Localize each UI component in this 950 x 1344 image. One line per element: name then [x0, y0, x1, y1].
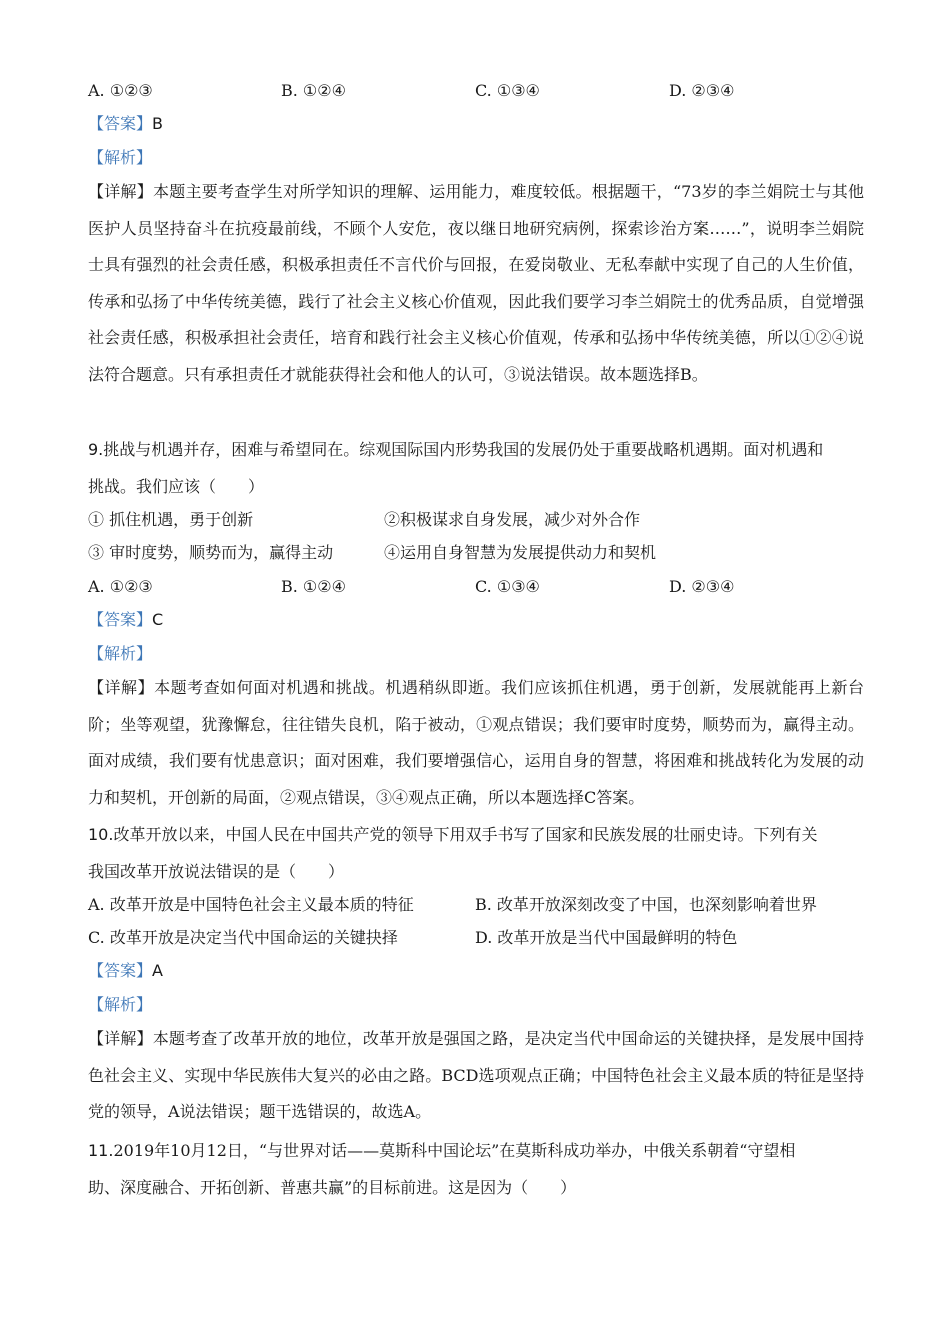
analysis-label: 【解析】: [88, 995, 153, 1014]
q10-option-c: C. 改革开放是决定当代中国命运的关键抉择: [88, 928, 398, 947]
q8-answer: [88, 112, 868, 136]
detail-text: 本题主要考查学生对所学知识的理解、运用能力，难度较低。根据题干，“73岁的李兰娟院士与其他医护人员坚持奋斗在抗疫最前线，不顾个人安危，夜以继日地研究病例，探索诊治方案……”，说明李兰娟院士具有强烈的社会责任感，积极承担责任不言代价与回报，在爱岗敬业、无私奉献中实现了自己的人生价值，传承和弘扬了中华传统美德，践行了社会主义核心价值观，因此我们要学习李兰娟院士的优秀品质，自觉增强社会责任感，积极承担社会责任，培育和践行社会主义核心价值观，传承和弘扬中华传统美德，所以①②④说法符合题意。只有承担责任才就能获得社会和他人的认可，③说法错误。故本题选择B。: [88, 182, 864, 384]
q9-option-c: C. ①③④: [475, 577, 540, 596]
q9-statement-1: ① 抓住机遇，勇于创新: [88, 510, 254, 529]
answer-value: B: [152, 114, 163, 133]
q9-statement-4: ④运用自身智慧为发展提供动力和契机: [384, 543, 657, 562]
answer-label: 【答案】: [88, 114, 153, 133]
q10-detail: [88, 1021, 864, 1131]
q9-option-a: A. ①②③: [88, 577, 153, 596]
q10-answer: [88, 959, 868, 983]
q9-detail: [88, 670, 864, 816]
q9-statement-3: ③ 审时度势，顺势而为，赢得主动: [88, 543, 334, 562]
detail-label: 【详解】: [88, 678, 155, 697]
q8-option-a: A. ①②③: [88, 81, 153, 100]
question-stem-line2: 挑战。我们应该（ ）: [88, 476, 265, 496]
detail-label: 【详解】: [88, 1029, 153, 1048]
q8-options: [88, 79, 868, 103]
question-stem-line1: 2019年10月12日，“与世界对话——莫斯科中国论坛”在莫斯科成功举办，中俄关系朝着“守望相: [113, 1141, 796, 1160]
question-stem-line1: 改革开放以来，中国人民在中国共产党的领导下用双手书写了国家和民族发展的壮丽史诗。下列有关: [113, 825, 818, 844]
q10-option-a: A. 改革开放是中国特色社会主义最本质的特征: [88, 895, 414, 914]
answer-value: C: [152, 610, 164, 629]
detail-label: 【详解】: [88, 182, 153, 201]
q9-option-b: B. ①②④: [281, 577, 346, 596]
q11-stem: [88, 1133, 864, 1206]
q9-answer: [88, 608, 868, 632]
question-stem-line2: 助、深度融合、开拓创新、普惠共赢”的目标前进。这是因为（ ）: [88, 1177, 577, 1197]
q9-analysis: [88, 642, 868, 666]
q8-option-b: B. ①②④: [281, 81, 346, 100]
question-stem-line2: 我国改革开放说法错误的是（ ）: [88, 861, 345, 881]
question-number: 10.: [88, 825, 114, 844]
q9-option-d: D. ②③④: [669, 577, 735, 596]
q8-option-d: D. ②③④: [669, 81, 735, 100]
q10-analysis: [88, 993, 868, 1017]
question-stem-line1: 挑战与机遇并存，困难与希望同在。综观国际国内形势我国的发展仍处于重要战略机遇期。面对机遇和: [103, 440, 824, 459]
q10-option-b: B. 改革开放深刻改变了中国，也深刻影响着世界: [475, 895, 817, 914]
question-number: 9.: [88, 440, 104, 459]
analysis-label: 【解析】: [88, 644, 153, 663]
q8-detail: [88, 174, 864, 393]
q8-analysis: [88, 146, 868, 170]
q9-stem: [88, 432, 864, 505]
q10-stem: [88, 817, 864, 890]
answer-value: A: [152, 961, 163, 980]
detail-text: 本题考查了改革开放的地位，改革开放是强国之路，是决定当代中国命运的关键抉择，是发展中国持色社会主义、实现中华民族伟大复兴的必由之路。BCD选项观点正确；中国特色社会主义最本质的特征是坚持党的领导，A说法错误；题干选错误的，故选A。: [88, 1029, 864, 1121]
question-number: 11.: [88, 1141, 114, 1160]
answer-label: 【答案】: [88, 610, 153, 629]
q10-option-d: D. 改革开放是当代中国最鲜明的特色: [475, 928, 738, 947]
answer-label: 【答案】: [88, 961, 153, 980]
q8-option-c: C. ①③④: [475, 81, 540, 100]
q9-statement-2: ②积极谋求自身发展，减少对外合作: [384, 510, 641, 529]
detail-text: 本题考查如何面对机遇和挑战。机遇稍纵即逝。我们应该抓住机遇，勇于创新，发展就能再上新台阶；坐等观望，犹豫懈怠，往往错失良机，陷于被动，①观点错误；我们要审时度势，顺势而为，赢得主动。面对成绩，我们要有忧患意识；面对困难，我们要增强信心，运用自身的智慧，将困难和挑战转化为发展的动力和契机，开创新的局面，②观点错误，③④观点正确，所以本题选择C答案。: [88, 678, 864, 807]
analysis-label: 【解析】: [88, 148, 153, 167]
